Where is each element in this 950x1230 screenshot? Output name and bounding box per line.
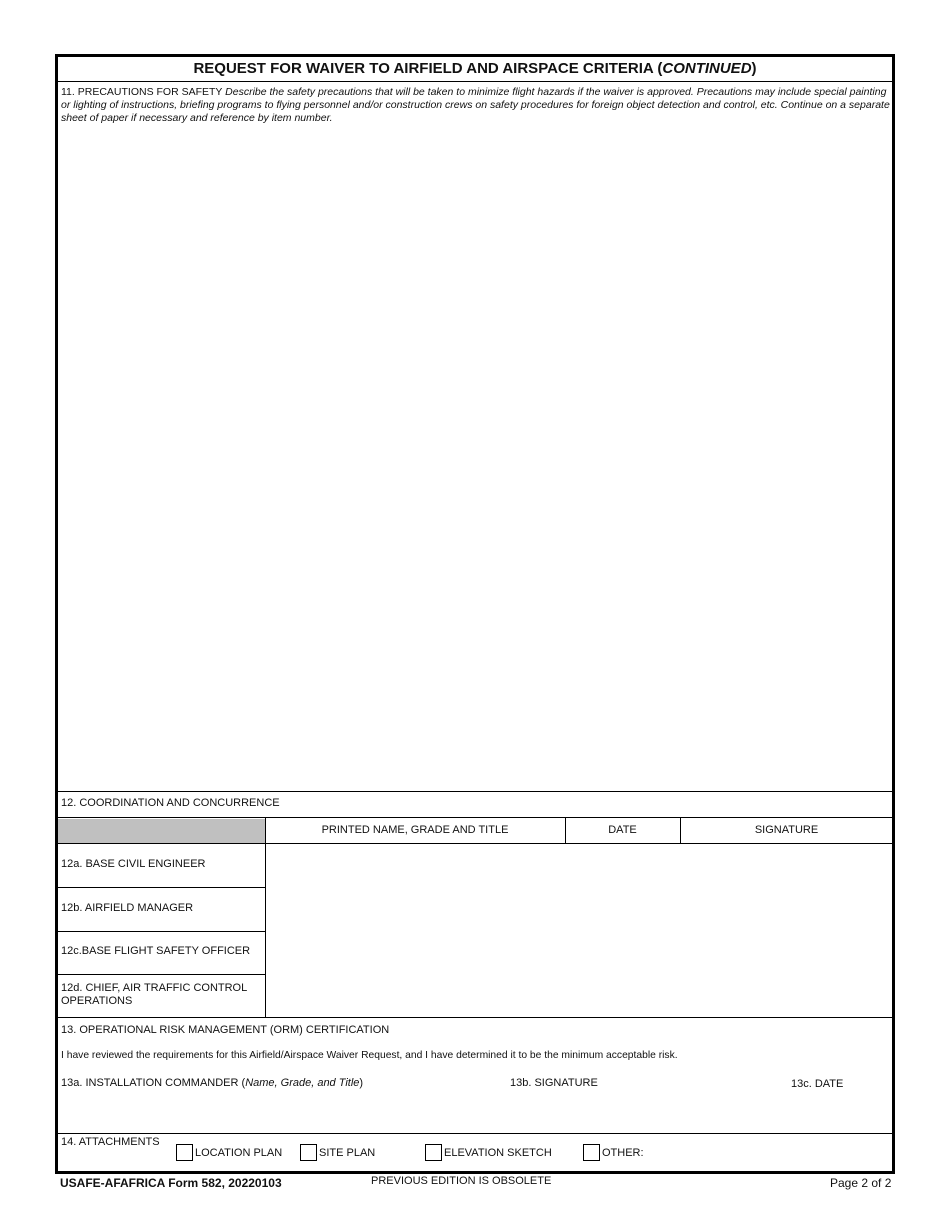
form-number: USAFE-AFAFRICA Form 582, 20220103 bbox=[60, 1176, 282, 1190]
row-base-civil-engineer: 12a. BASE CIVIL ENGINEER bbox=[61, 858, 206, 870]
commander-input[interactable] bbox=[61, 1093, 501, 1131]
site-plan-checkbox[interactable] bbox=[300, 1144, 317, 1161]
location-plan-checkbox[interactable] bbox=[176, 1144, 193, 1161]
form-frame bbox=[55, 54, 895, 1174]
row-flight-safety-officer: 12c.BASE FLIGHT SAFETY OFFICER bbox=[61, 945, 251, 957]
other-input[interactable] bbox=[648, 1143, 888, 1165]
header-signature: SIGNATURE bbox=[754, 824, 819, 836]
coordination-entry-3[interactable] bbox=[267, 932, 891, 974]
obsolete-notice: PREVIOUS EDITION IS OBSOLETE bbox=[371, 1175, 552, 1187]
signature-label: 13b. SIGNATURE bbox=[510, 1077, 598, 1089]
row-air-traffic-control: 12d. CHIEF, AIR TRAFFIC CONTROL OPERATIONS bbox=[61, 982, 248, 1007]
signature-field[interactable] bbox=[510, 1093, 780, 1131]
coordination-entry-1[interactable] bbox=[267, 845, 891, 887]
elevation-sketch-checkbox[interactable] bbox=[425, 1144, 442, 1161]
date-label: 13c. DATE bbox=[791, 1078, 844, 1090]
commander-label: 13a. INSTALLATION COMMANDER (Name, Grade, and Title) bbox=[61, 1077, 364, 1089]
precautions-textarea[interactable] bbox=[61, 129, 889, 789]
coordination-label: 12. COORDINATION AND CONCURRENCE bbox=[61, 797, 280, 809]
orm-statement: I have reviewed the requirements for this Airfield/Airspace Waiver Request, and I have determined it to be the minimum acceptable risk. bbox=[61, 1050, 678, 1061]
attachment-elevation-sketch[interactable]: ELEVATION SKETCH bbox=[425, 1144, 552, 1161]
attachment-site-plan[interactable]: SITE PLAN bbox=[300, 1144, 375, 1161]
coordination-entry-4[interactable] bbox=[267, 975, 891, 1017]
orm-label: 13. OPERATIONAL RISK MANAGEMENT (ORM) CERTIFICATION bbox=[61, 1024, 390, 1036]
header-date: DATE bbox=[608, 824, 637, 836]
header-grey-cell bbox=[58, 819, 265, 843]
header-printed-name: PRINTED NAME, GRADE AND TITLE bbox=[321, 824, 509, 836]
coordination-entry-2[interactable] bbox=[267, 888, 891, 931]
page-number: Page 2 of 2 bbox=[830, 1176, 892, 1190]
other-checkbox[interactable] bbox=[583, 1144, 600, 1161]
row-airfield-manager: 12b. AIRFIELD MANAGER bbox=[61, 902, 194, 914]
precautions-label: 11. PRECAUTIONS FOR SAFETY Describe the safety precautions that will be taken to minimize flight hazards if the waiver is approved. Precautions may include special painting or lighting of instructions, briefing programs to flying personnel and/or construction crews on safety procedures for foreign object detection and control, etc. Continue on a separate sheet of paper if necessary and reference by item number. bbox=[61, 86, 890, 124]
attachment-other[interactable]: OTHER: bbox=[583, 1144, 644, 1161]
attachment-location-plan[interactable]: LOCATION PLAN bbox=[176, 1144, 282, 1161]
date-input[interactable] bbox=[791, 1093, 889, 1131]
attachments-label: 14. ATTACHMENTS bbox=[61, 1136, 160, 1148]
form-title: REQUEST FOR WAIVER TO AIRFIELD AND AIRSPACE CRITERIA (CONTINUED) bbox=[58, 57, 892, 82]
